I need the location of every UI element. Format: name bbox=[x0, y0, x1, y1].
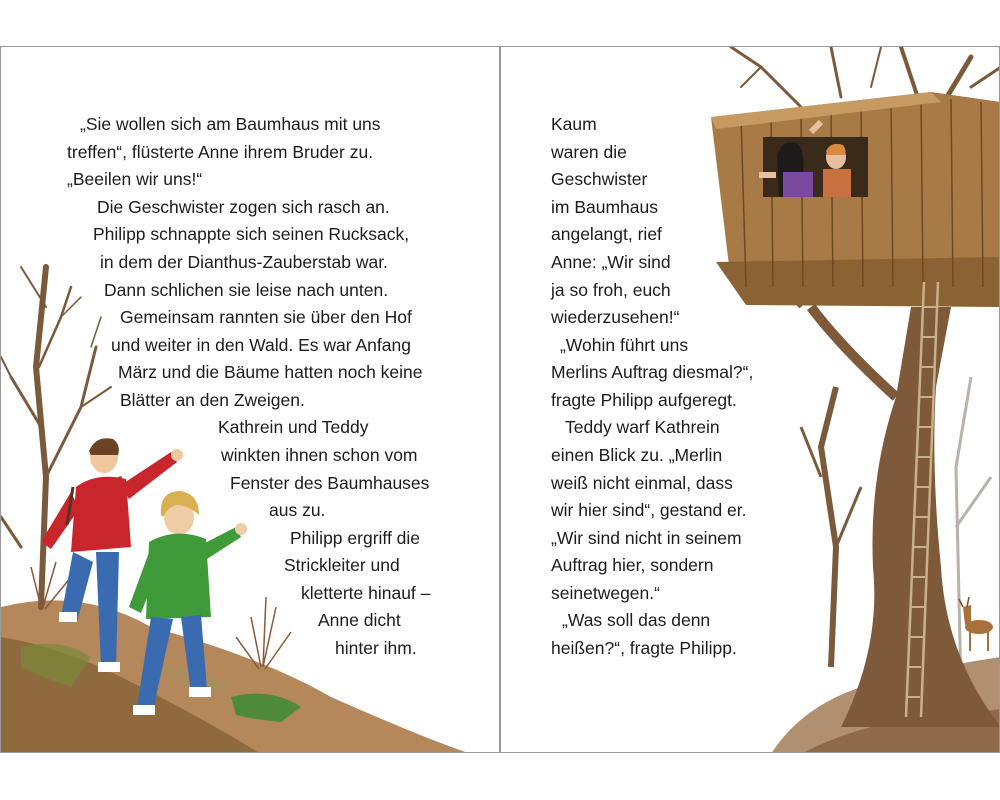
text-line: weiß nicht einmal, dass bbox=[551, 473, 733, 493]
text-line: „Wir sind nicht in seinem bbox=[551, 528, 742, 548]
text-line: wiederzusehen!“ bbox=[551, 307, 680, 327]
text-line: Anne dicht bbox=[318, 610, 401, 630]
text-line: „Sie wollen sich am Baumhaus mit uns bbox=[80, 114, 381, 134]
text-line: treffen“, flüsterte Anne ihrem Bruder zu. bbox=[67, 142, 374, 162]
text-line: Dann schlichen sie leise nach unten. bbox=[104, 280, 389, 300]
text-line: winkten ihnen schon vom bbox=[221, 445, 418, 465]
text-line: März und die Bäume hatten noch keine bbox=[118, 362, 423, 382]
text-line: Auftrag hier, sondern bbox=[551, 555, 714, 575]
text-line: kletterte hinauf – bbox=[301, 583, 431, 603]
text-line: Strickleiter und bbox=[284, 555, 400, 575]
text-line: aus zu. bbox=[269, 500, 326, 520]
text-line: einen Blick zu. „Merlin bbox=[551, 445, 723, 465]
text-line: Philipp ergriff die bbox=[290, 528, 421, 548]
text-line: Blätter an den Zweigen. bbox=[120, 390, 305, 410]
text-line: Fenster des Baumhauses bbox=[230, 473, 430, 493]
text-line: „Was soll das denn bbox=[562, 610, 711, 630]
text-line: Kathrein und Teddy bbox=[218, 417, 369, 437]
text-line: „Beeilen wir uns!“ bbox=[67, 169, 203, 189]
text-line: heißen?“, fragte Philipp. bbox=[551, 638, 737, 658]
text-line: Teddy warf Kathrein bbox=[565, 417, 720, 437]
text-line: in dem der Dianthus-Zauberstab war. bbox=[100, 252, 388, 272]
text-line: Gemeinsam rannten sie über den Hof bbox=[120, 307, 412, 327]
text-line: Die Geschwister zogen sich rasch an. bbox=[97, 197, 390, 217]
text-line: im Baumhaus bbox=[551, 197, 658, 217]
text-line: Geschwister bbox=[551, 169, 648, 189]
text-line: Merlins Auftrag diesmal?“, bbox=[551, 362, 754, 382]
text-line: hinter ihm. bbox=[335, 638, 417, 658]
text-line: wir hier sind“, gestand er. bbox=[551, 500, 747, 520]
text-line: und weiter in den Wald. Es war Anfang bbox=[111, 335, 411, 355]
text-line: „Wohin führt uns bbox=[560, 335, 689, 355]
text-line: fragte Philipp aufgeregt. bbox=[551, 390, 737, 410]
text-line: Kaum bbox=[551, 114, 597, 134]
text-line: ja so froh, euch bbox=[551, 280, 671, 300]
text-line: Philipp schnappte sich seinen Rucksack, bbox=[93, 224, 410, 244]
text-line: seinetwegen.“ bbox=[551, 583, 660, 603]
text-line: Anne: „Wir sind bbox=[551, 252, 671, 272]
text-line: angelangt, rief bbox=[551, 224, 662, 244]
text-line: waren die bbox=[551, 142, 627, 162]
